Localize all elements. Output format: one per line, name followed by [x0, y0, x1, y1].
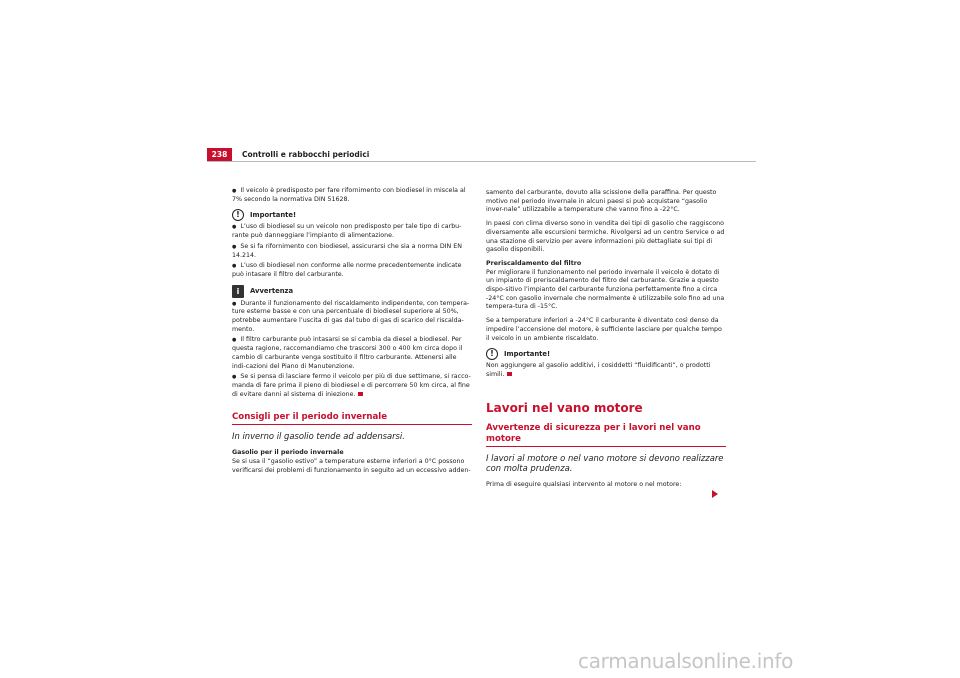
bullet-icon: ●: [232, 188, 237, 194]
continue-arrow-icon: [712, 490, 718, 498]
paragraph: Prima di eseguire qualsiasi intervento al motore o nel motore:: [486, 481, 682, 489]
important-heading: ! Importante!: [232, 209, 472, 221]
left-column: [232, 187, 472, 480]
list-item: ● Il filtro carburante può intasarsi se si cambia da diesel a biodiesel. Per questa ragione, raccomandiamo che trascorsi 300 o 400 km circa dopo il cambio di carburante venga sostituito il filtro carburante. Attenersi alle indi-cazioni del Piano di Manutenzione.: [232, 336, 463, 370]
bullet-icon: ●: [232, 243, 237, 250]
end-of-section-icon: [507, 372, 512, 376]
warning-icon: !: [486, 348, 498, 360]
note-heading: i Avvertenza: [232, 285, 472, 298]
paragraph: Se a temperature inferiori a -24°C il carburante è diventato così denso da impedire l’accensione del motore, è sufficiente lasciare per qualche tempo il veicolo in un ambiente riscaldato.: [486, 317, 722, 342]
watermark: carmanualsonline.info: [578, 649, 794, 673]
page-number: 238: [207, 148, 232, 161]
bullet-icon: ●: [232, 263, 237, 270]
paragraph: samento del carburante, dovuto alla scissione della paraffina. Per questo motivo nel periodo invernale in alcuni paesi si può acquistare “gasolio inver-nale” utilizzabile a temperature che vanno fino a -22°C.: [486, 189, 717, 214]
paragraph: Se si usa il “gasolio estivo” a temperature esterne inferiori a 0°C possono verificarsi dei problemi di funzionamento in seguito ad un eccessivo adden-: [232, 458, 471, 474]
bullet-icon: ●: [232, 224, 237, 231]
paragraph: Non aggiungere al gasolio additivi, i cosiddetti “fluidificanti”, o prodotti simili.: [486, 362, 711, 378]
list-item: ● Se si fa rifornimento con biodiesel, assicurarsi che sia a norma DIN EN 14.214.: [232, 242, 462, 259]
important-heading: ! Importante!: [486, 348, 726, 360]
warning-icon: !: [232, 209, 244, 221]
bullet-icon: ●: [232, 374, 237, 381]
paragraph: Per migliorare il funzionamento nel periodo invernale il veicolo è dotato di un impianto di preriscaldamento del filtro del carburante. Grazie a questo dispo-sitivo l’impianto del carburante funziona perfettamente fino a circa -24°C con gasolio invernale che normalmente è utilizzabile solo fino ad una tempera-tura di -15°C.: [486, 268, 725, 311]
bullet-icon: ●: [232, 337, 237, 344]
section-divider: [232, 424, 472, 425]
info-icon: i: [232, 285, 244, 298]
paragraph: In paesi con clima diverso sono in vendita dei tipi di gasolio che raggiscono diversamente alle escursioni termiche. Rivolgersi ad un centro Service o ad una stazione di servizio per avere informazioni più dettagliate sui tipi di gasolio disponibili.: [486, 220, 725, 254]
list-item: ● L’uso di biodiesel non conforme alle norme precedentemente indicate può intasare il filtro del carburante.: [232, 262, 462, 278]
header-divider: [207, 161, 756, 162]
section-divider: [486, 446, 726, 447]
chapter-title: Lavori nel vano motore: [486, 400, 643, 415]
list-item: ● Durante il funzionamento del riscaldamento indipendente, con tempera-ture esterne basse e con una percentuale di biodiesel superiore al 50%, potrebbe aumentare l’uscita di gas dal tubo di gas di scarico del riscalda-mento.: [232, 299, 470, 333]
running-header-title: Controlli e rabbocchi periodici: [242, 150, 370, 159]
subheading: Preriscaldamento del filtro: [486, 259, 582, 267]
list-item: ● Il veicolo è predisposto per fare rifornimento con biodiesel in miscela al 7% secondo la normativa DIN 51628.: [232, 187, 466, 203]
section-title: Consigli per il periodo invernale: [232, 412, 388, 423]
bullet-icon: ●: [232, 300, 237, 307]
list-item: ● L’uso di biodiesel su un veicolo non predisposto per tale tipo di carbu-rante può danneggiare l’impianto di alimentazione.: [232, 223, 462, 240]
section-subtitle: In inverno il gasolio tende ad addensarsi.: [232, 431, 405, 442]
section-title: Avvertenze di sicurezza per i lavori nel vano motore: [486, 423, 701, 445]
end-of-section-icon: [358, 392, 363, 396]
subheading: Gasolio per il periodo invernale: [232, 449, 344, 457]
right-column: [486, 189, 726, 495]
list-item: ● Se si pensa di lasciare fermo il veicolo per più di due settimane, si racco-manda di fare prima il pieno di biodiesel e di percorrere 50 km circa, al fine di evitare danni al sistema di iniezione.: [232, 373, 471, 398]
section-subtitle: I lavori al motore o nel vano motore si devono realizzare con molta prudenza.: [486, 453, 724, 474]
